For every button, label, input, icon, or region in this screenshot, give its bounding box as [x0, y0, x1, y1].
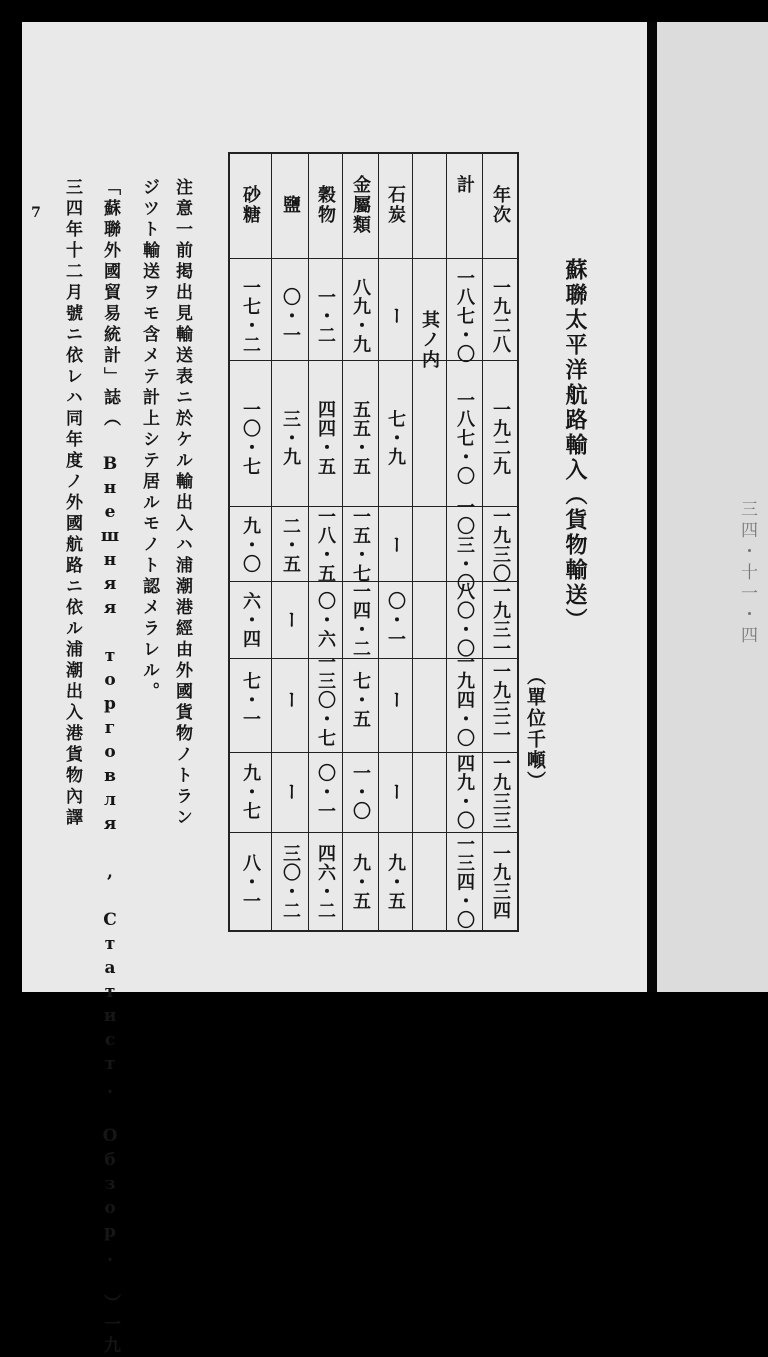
value-cell: 七・五 [350, 671, 371, 729]
note-line-4: 三四年十二月號ニ依レハ同年度ノ外國航路ニ依ル浦潮出入港貨物內譯 [62, 178, 82, 829]
total-cell: 一八七・〇 [454, 268, 475, 364]
breakdown-header: 其ノ内 [419, 310, 440, 370]
value-cell: ー [280, 610, 301, 630]
column-rule [228, 152, 230, 932]
value-cell: 〇・一 [280, 287, 301, 345]
note-line-1: 注意一前掲出見輸送表ニ於ケル輸出入ハ浦潮港經由外國貨物ノトラン [172, 178, 192, 829]
value-cell: 九・〇 [240, 516, 261, 574]
value-cell: ー [385, 690, 406, 710]
page-number: 7 [28, 205, 44, 221]
total-cell: 八〇・〇 [454, 582, 475, 658]
value-cell: 四六・二 [315, 844, 336, 920]
column-rule [412, 152, 413, 932]
year-cell: 一九三一 [490, 582, 511, 658]
total-cell: 一八七・〇 [454, 390, 475, 486]
value-cell: 四四・五 [315, 400, 336, 476]
value-cell: 一・二 [315, 287, 336, 345]
column-rule [517, 152, 519, 932]
value-cell: 九・五 [350, 853, 371, 911]
total-cell: 一〇三・〇 [454, 497, 475, 593]
value-cell: ー [280, 690, 301, 710]
column-rule [378, 152, 379, 932]
value-cell: ー [385, 306, 406, 326]
column-rule [482, 152, 483, 932]
note-line-3: 「蘇聯外國貿易統計」誌（ Внешняя торговля , Статист. Обзор. ）一九 [100, 178, 120, 1357]
column-rule [308, 152, 309, 932]
row-label: 鹽 [280, 195, 301, 215]
row-label: 金屬類 [350, 175, 371, 235]
table-title: 蘇聯太平洋航路輸入（貨物輸送） [562, 258, 588, 633]
row-label: 砂糖 [240, 185, 261, 225]
column-rule [342, 152, 343, 932]
unit-label: （單位千噸） [524, 666, 546, 792]
value-cell: ー [385, 782, 406, 802]
value-cell: 八九・九 [350, 278, 371, 354]
total-cell: 四九・〇 [454, 754, 475, 830]
value-cell: 一五・七 [350, 507, 371, 583]
value-cell: 一七・二 [240, 278, 261, 354]
year-cell: 一九二九 [490, 400, 511, 476]
row-rule [228, 752, 518, 753]
row-rule [228, 832, 518, 833]
total-cell: 一九四・〇 [454, 652, 475, 748]
value-cell: 六・四 [240, 591, 261, 649]
value-cell: 九・七 [240, 763, 261, 821]
value-cell: 一〇・七 [240, 400, 261, 476]
adjacent-page-text: 三四・十一・四 [737, 500, 757, 647]
value-cell: 〇・一 [315, 763, 336, 821]
year-cell: 一九三四 [490, 844, 511, 920]
value-cell: 九・五 [385, 853, 406, 911]
column-rule [446, 152, 447, 932]
value-cell: 一・〇 [350, 763, 371, 821]
value-cell: 二・五 [280, 516, 301, 574]
total-header: 計 [454, 175, 475, 195]
value-cell: 七・一 [240, 671, 261, 729]
value-cell: 一三〇・七 [315, 652, 336, 748]
row-label: 穀物 [315, 185, 336, 225]
value-cell: 七・九 [385, 409, 406, 467]
value-cell: 八・一 [240, 853, 261, 911]
row-label: 石炭 [385, 185, 406, 225]
value-cell: 三・九 [280, 409, 301, 467]
page-binding-edge [647, 22, 657, 992]
year-cell: 一九三〇 [490, 507, 511, 583]
column-rule [271, 152, 272, 932]
value-cell: 〇・一 [385, 591, 406, 649]
value-cell: ー [385, 535, 406, 555]
year-header: 年次 [490, 185, 511, 225]
year-cell: 一九三三 [490, 754, 511, 830]
value-cell: 五五・五 [350, 400, 371, 476]
year-cell: 一九二八 [490, 278, 511, 354]
total-cell: 一三四・〇 [454, 834, 475, 930]
year-cell: 一九三二 [490, 662, 511, 738]
value-cell: 三〇・二 [280, 844, 301, 920]
value-cell: 〇・六 [315, 591, 336, 649]
value-cell: ー [280, 782, 301, 802]
value-cell: 一四・二 [350, 582, 371, 658]
value-cell: 一八・五 [315, 507, 336, 583]
note-line-2: ジツト輸送ヲモ含メテ計上シテ居ルモノト認メラレル。 [139, 178, 159, 703]
